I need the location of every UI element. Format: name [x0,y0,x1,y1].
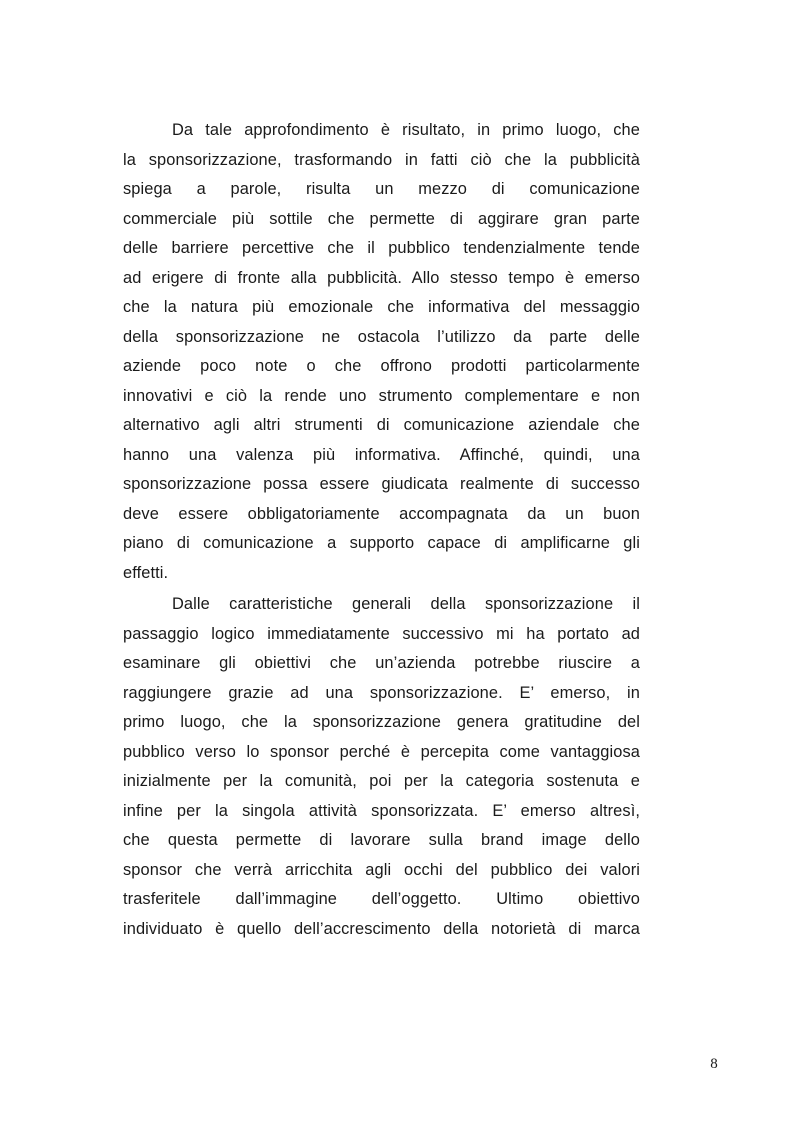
text-line: primo luogo, che la sponsorizzazione genera gratitudine del [123,713,640,731]
page-number: 8 [710,1056,718,1072]
paragraph-1 [123,116,640,588]
text-line: Da tale approfondimento è risultato, in primo luogo, che [172,121,640,139]
text-line: aziende poco note o che offrono prodotti particolarmente [123,357,640,375]
text-line: sponsorizzazione possa essere giudicata realmente di successo [123,475,640,493]
text-line: trasferitele dall’immagine dell’oggetto. Ultimo obiettivo [123,890,640,908]
text-line: inizialmente per la comunità, poi per la categoria sostenuta e [123,772,640,790]
text-line: passaggio logico immediatamente successivo mi ha portato ad [123,624,640,643]
text-line: esaminare gli obiettivi che un’azienda potrebbe riuscire a [123,654,640,672]
text-line: hanno una valenza più informativa. Affinché, quindi, una [123,445,640,464]
text-line: innovativi e ciò la rende uno strumento complementare e non [123,386,640,405]
text-line: che la natura più emozionale che informativa del messaggio [123,298,640,316]
text-line: deve essere obbligatoriamente accompagnata da un buon [123,504,640,523]
text-line: infine per la singola attività sponsorizzata. E’ emerso altresì, [123,801,640,820]
text-line: la sponsorizzazione, trasformando in fatti ciò che la pubblicità [123,150,640,169]
text-line: Dalle caratteristiche generali della sponsorizzazione il [172,595,640,613]
text-line: pubblico verso lo sponsor perché è percepita come vantaggiosa [123,742,640,761]
text-line: individuato è quello dell’accrescimento della notorietà di marca [123,919,640,938]
text-line: raggiungere grazie ad una sponsorizzazione. E’ emerso, in [123,683,640,702]
text-line: della sponsorizzazione ne ostacola l’utilizzo da parte delle [123,327,640,346]
text-line: ad erigere di fronte alla pubblicità. Allo stesso tempo è emerso [123,268,640,287]
text-line: che questa permette di lavorare sulla brand image dello [123,831,640,849]
text-line: delle barriere percettive che il pubblico tendenzialmente tende [123,239,640,257]
text-line: alternativo agli altri strumenti di comunicazione aziendale che [123,416,640,434]
text-line: piano di comunicazione a supporto capace di amplificarne gli [123,534,640,552]
text-line: effetti. [123,563,169,582]
paragraph-2 [123,590,640,944]
text-line: commerciale più sottile che permette di aggirare gran parte [123,209,640,228]
text-line: spiega a parole, risulta un mezzo di comunicazione [123,180,640,198]
text-line: sponsor che verrà arricchita agli occhi del pubblico dei valori [123,860,640,879]
